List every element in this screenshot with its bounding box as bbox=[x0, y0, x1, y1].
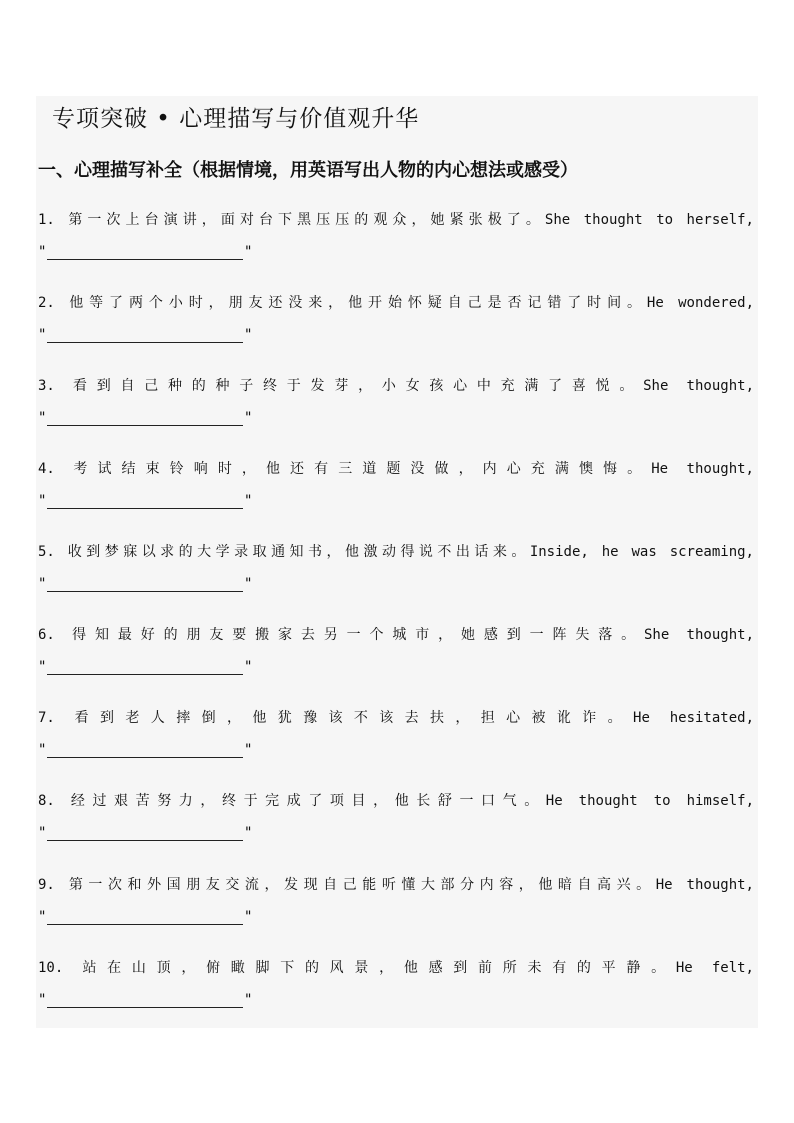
answer-blank[interactable] bbox=[47, 243, 243, 260]
answer-line bbox=[38, 242, 252, 262]
answer-line bbox=[38, 408, 252, 428]
answer-blank[interactable] bbox=[47, 326, 243, 343]
answer-blank[interactable] bbox=[47, 824, 243, 841]
answer-blank[interactable] bbox=[47, 658, 243, 675]
open-quote: " bbox=[38, 659, 47, 675]
answer-line bbox=[38, 740, 252, 760]
close-quote: " bbox=[244, 742, 253, 758]
answer-blank[interactable] bbox=[47, 409, 243, 426]
answer-line bbox=[38, 990, 252, 1010]
document-title: 专项突破 • 心理描写与价值观升华 bbox=[52, 106, 420, 132]
question-text: 8. 经过艰苦努力，终于完成了项目，他长舒一口气。He thought to himself, bbox=[38, 793, 754, 809]
close-quote: " bbox=[244, 244, 253, 260]
question-item-8 bbox=[38, 791, 754, 851]
question-item-1 bbox=[38, 210, 754, 270]
question-item-3 bbox=[38, 376, 754, 436]
question-text: 2. 他等了两个小时，朋友还没来，他开始怀疑自己是否记错了时间。He wondered, bbox=[38, 295, 754, 311]
question-item-5 bbox=[38, 542, 754, 602]
answer-line bbox=[38, 491, 252, 511]
answer-blank[interactable] bbox=[47, 991, 243, 1008]
question-text: 7. 看到老人摔倒，他犹豫该不该去扶，担心被讹诈。He hesitated, bbox=[38, 710, 754, 726]
answer-line bbox=[38, 574, 252, 594]
open-quote: " bbox=[38, 576, 47, 592]
close-quote: " bbox=[244, 659, 253, 675]
question-text: 4. 考试结束铃响时，他还有三道题没做，内心充满懊悔。He thought, bbox=[38, 461, 754, 477]
section-heading: 一、心理描写补全（根据情境，用英语写出人物的内心想法或感受） bbox=[38, 160, 578, 181]
question-item-10 bbox=[38, 958, 754, 1018]
close-quote: " bbox=[244, 909, 253, 925]
open-quote: " bbox=[38, 244, 47, 260]
open-quote: " bbox=[38, 909, 47, 925]
answer-blank[interactable] bbox=[47, 908, 243, 925]
close-quote: " bbox=[244, 493, 253, 509]
question-item-6 bbox=[38, 625, 754, 685]
open-quote: " bbox=[38, 825, 47, 841]
answer-line bbox=[38, 657, 252, 677]
open-quote: " bbox=[38, 493, 47, 509]
close-quote: " bbox=[244, 576, 253, 592]
open-quote: " bbox=[38, 327, 47, 343]
close-quote: " bbox=[244, 410, 253, 426]
answer-line bbox=[38, 823, 252, 843]
question-text: 5. 收到梦寐以求的大学录取通知书，他激动得说不出话来。Inside, he was screaming, bbox=[38, 544, 754, 560]
answer-line bbox=[38, 907, 252, 927]
question-text: 3. 看到自己种的种子终于发芽，小女孩心中充满了喜悦。She thought, bbox=[38, 378, 754, 394]
answer-blank[interactable] bbox=[47, 575, 243, 592]
answer-blank[interactable] bbox=[47, 741, 243, 758]
question-item-2 bbox=[38, 293, 754, 353]
question-item-7 bbox=[38, 708, 754, 768]
question-item-4 bbox=[38, 459, 754, 519]
question-item-9 bbox=[38, 875, 754, 935]
close-quote: " bbox=[244, 992, 253, 1008]
close-quote: " bbox=[244, 825, 253, 841]
question-text: 10. 站在山顶，俯瞰脚下的风景，他感到前所未有的平静。He felt, bbox=[38, 960, 754, 976]
open-quote: " bbox=[38, 410, 47, 426]
answer-blank[interactable] bbox=[47, 492, 243, 509]
open-quote: " bbox=[38, 992, 47, 1008]
question-text: 6. 得知最好的朋友要搬家去另一个城市，她感到一阵失落。She thought, bbox=[38, 627, 754, 643]
question-text: 1. 第一次上台演讲，面对台下黑压压的观众，她紧张极了。She thought to herself, bbox=[38, 212, 754, 228]
question-text: 9. 第一次和外国朋友交流，发现自己能听懂大部分内容，他暗自高兴。He thought, bbox=[38, 877, 754, 893]
close-quote: " bbox=[244, 327, 253, 343]
open-quote: " bbox=[38, 742, 47, 758]
answer-line bbox=[38, 325, 252, 345]
